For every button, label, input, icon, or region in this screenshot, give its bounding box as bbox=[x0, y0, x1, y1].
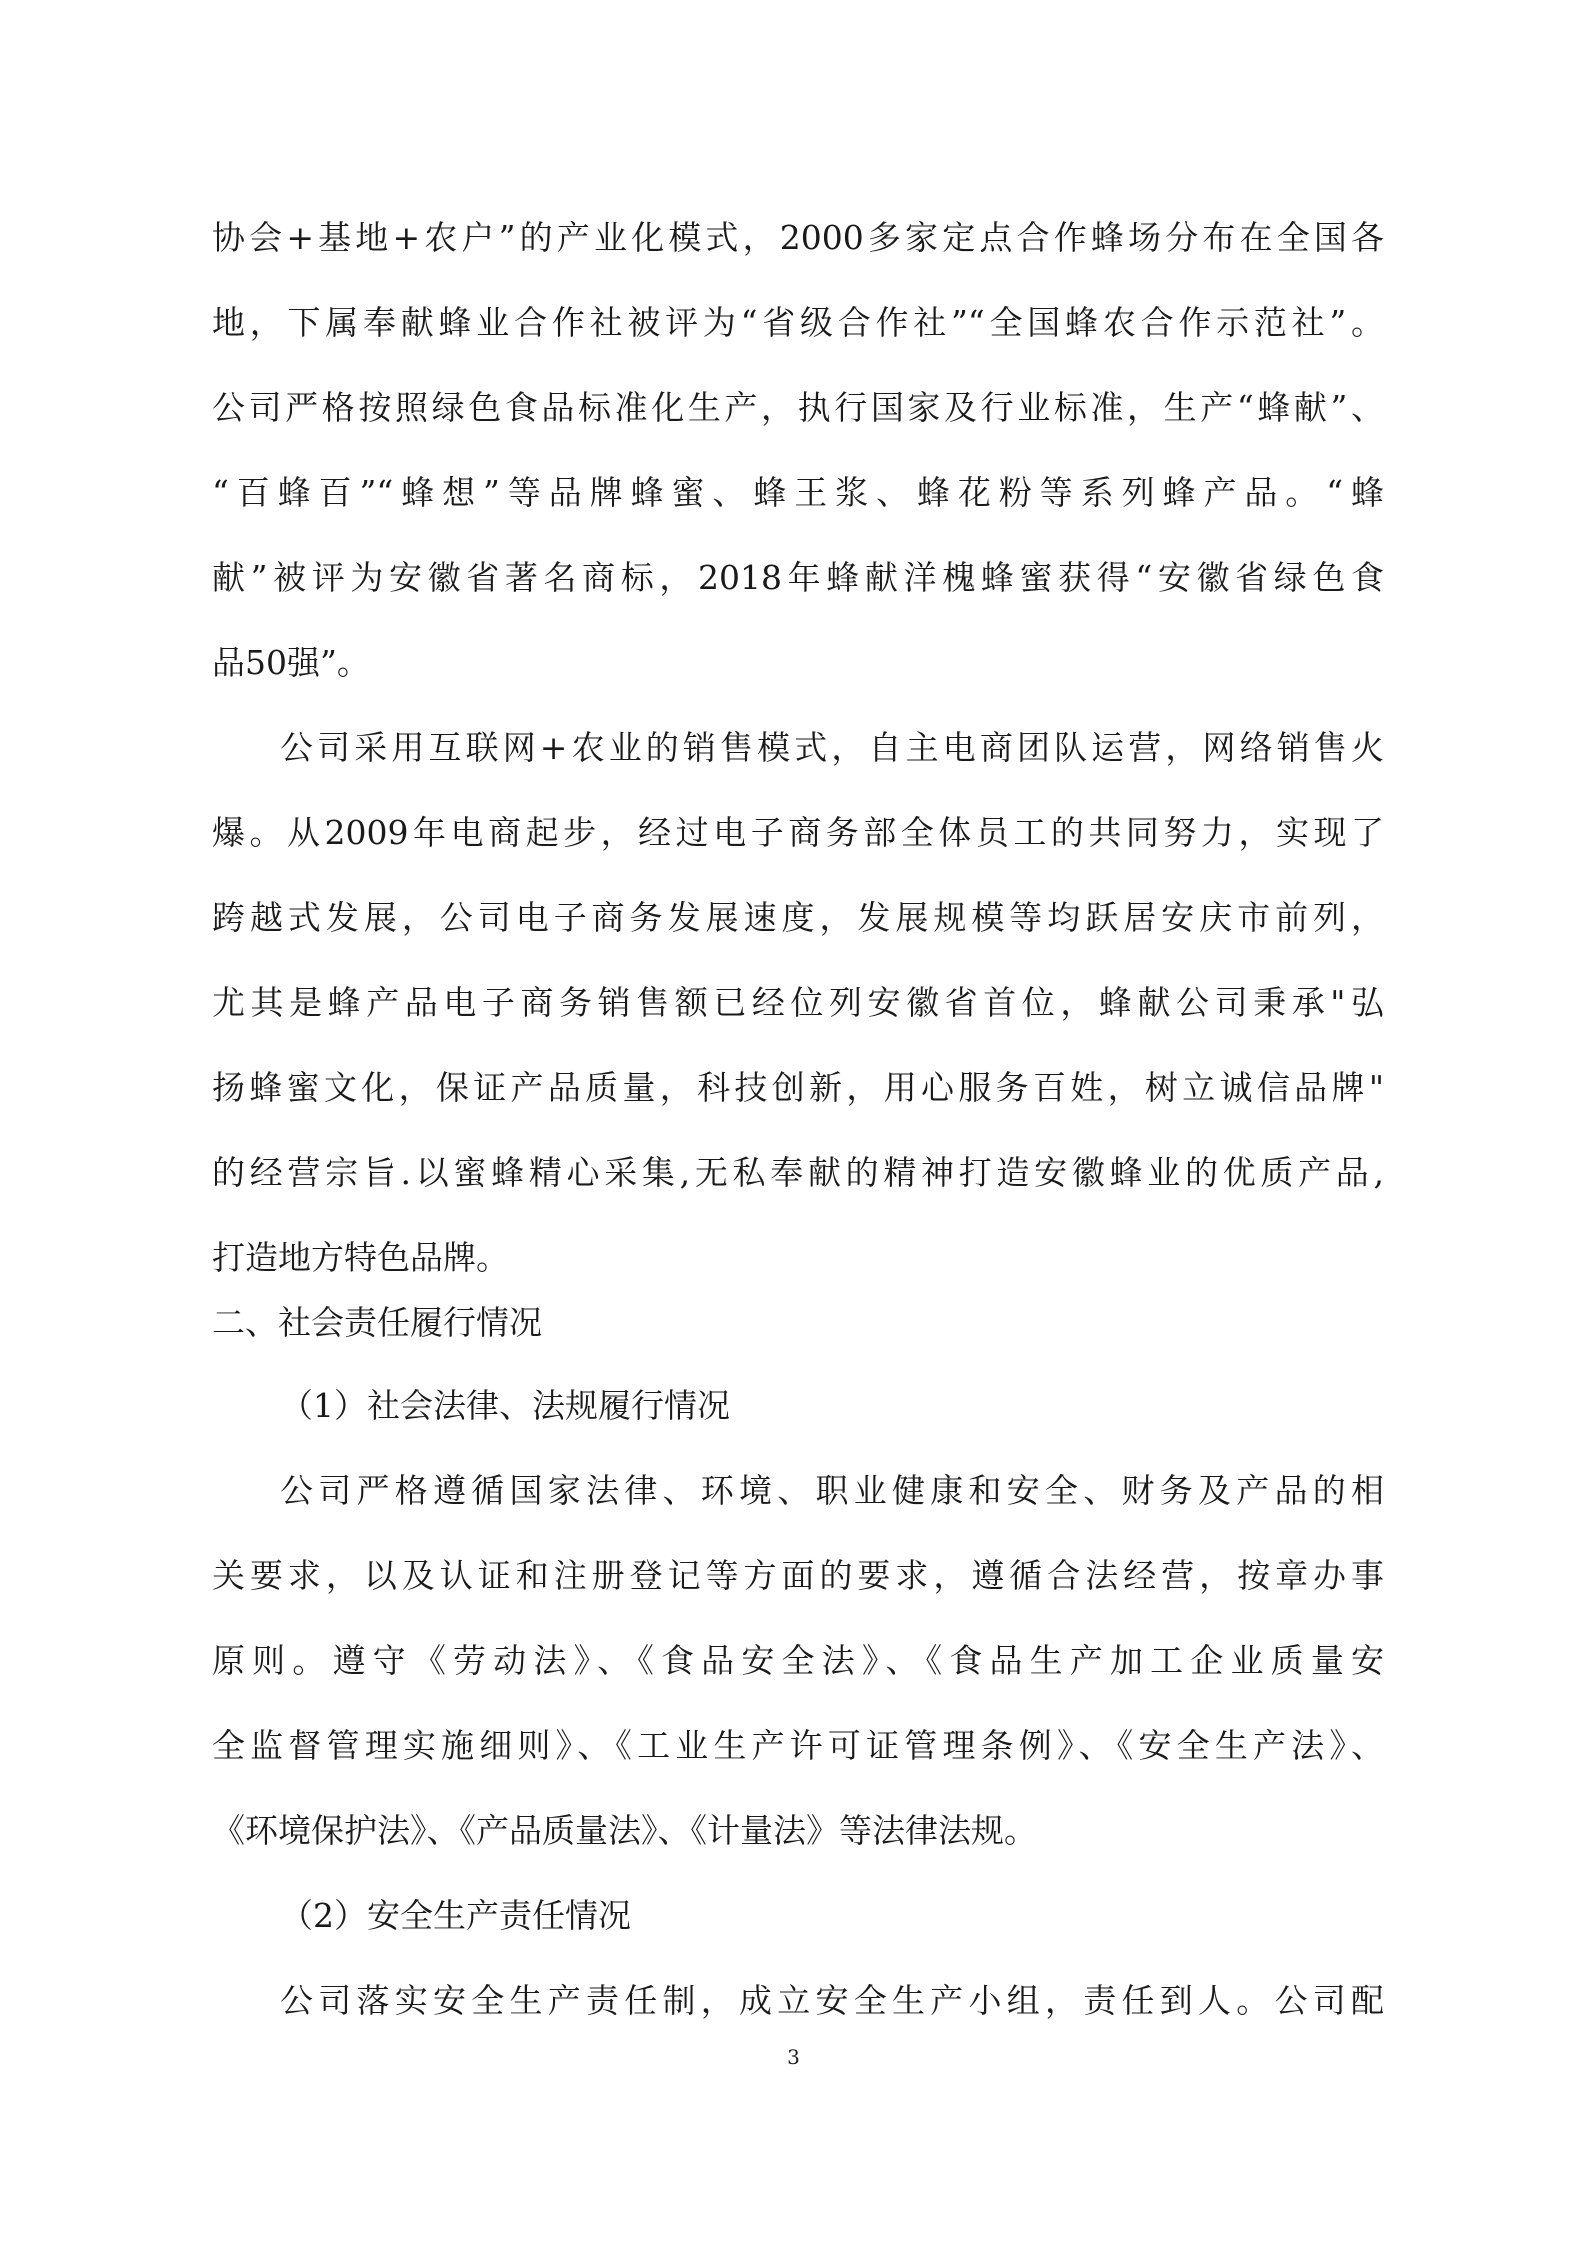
body-line: 公司严格按照绿色食品标准化生产，执行国家及行业标准，生产“蜂献”、 bbox=[212, 388, 1384, 427]
paragraph-first-line: 公司采用互联网+农业的销售模式，自主电商团队运营，网络销售火 bbox=[280, 728, 1384, 767]
body-line: 的经营宗旨.以蜜蜂精心采集,无私奉献的精神打造安徽蜂业的优质产品, bbox=[212, 1153, 1384, 1192]
body-line: 献”被评为安徽省著名商标，2018年蜂献洋槐蜂蜜获得“安徽省绿色食 bbox=[212, 558, 1384, 597]
body-line: 全监督管理实施细则》、《工业生产许可证管理条例》、《安全生产法》、 bbox=[212, 1726, 1384, 1765]
body-line: 地，下属奉献蜂业合作社被评为“省级合作社”“全国蜂农合作示范社”。 bbox=[212, 303, 1384, 342]
subsection-heading: （1）社会法律、法规履行情况 bbox=[280, 1386, 730, 1425]
body-line: 爆。从2009年电商起步，经过电子商务部全体员工的共同努力，实现了 bbox=[212, 813, 1384, 852]
body-line: 品50强”。 bbox=[212, 643, 370, 682]
body-line: 《环境保护法》、《产品质量法》、《计量法》等法律法规。 bbox=[212, 1811, 1037, 1850]
body-line: 协会+基地+农户”的产业化模式，2000多家定点合作蜂场分布在全国各 bbox=[212, 218, 1384, 257]
body-line: 跨越式发展，公司电子商务发展速度，发展规模等均跃居安庆市前列， bbox=[212, 898, 1384, 937]
paragraph-first-line: 公司落实安全生产责任制，成立安全生产小组，责任到人。公司配 bbox=[280, 1981, 1384, 2020]
paragraph-first-line: 公司严格遵循国家法律、环境、职业健康和安全、财务及产品的相 bbox=[280, 1471, 1384, 1510]
body-line: 关要求，以及认证和注册登记等方面的要求，遵循合法经营，按章办事 bbox=[212, 1556, 1384, 1595]
body-line: 尤其是蜂产品电子商务销售额已经位列安徽省首位，蜂献公司秉承"弘 bbox=[212, 983, 1384, 1022]
body-line: “百蜂百”“蜂想”等品牌蜂蜜、蜂王浆、蜂花粉等系列蜂产品。“蜂 bbox=[212, 473, 1384, 512]
section-heading: 二、社会责任履行情况 bbox=[212, 1303, 542, 1342]
body-line: 原则。遵守《劳动法》、《食品安全法》、《食品生产加工企业质量安 bbox=[212, 1641, 1384, 1680]
body-line: 扬蜂蜜文化，保证产品质量，科技创新，用心服务百姓，树立诚信品牌" bbox=[212, 1068, 1384, 1107]
page-number: 3 bbox=[787, 2045, 800, 2069]
subsection-heading: （2）安全生产责任情况 bbox=[280, 1896, 631, 1935]
body-line: 打造地方特色品牌。 bbox=[212, 1238, 509, 1277]
